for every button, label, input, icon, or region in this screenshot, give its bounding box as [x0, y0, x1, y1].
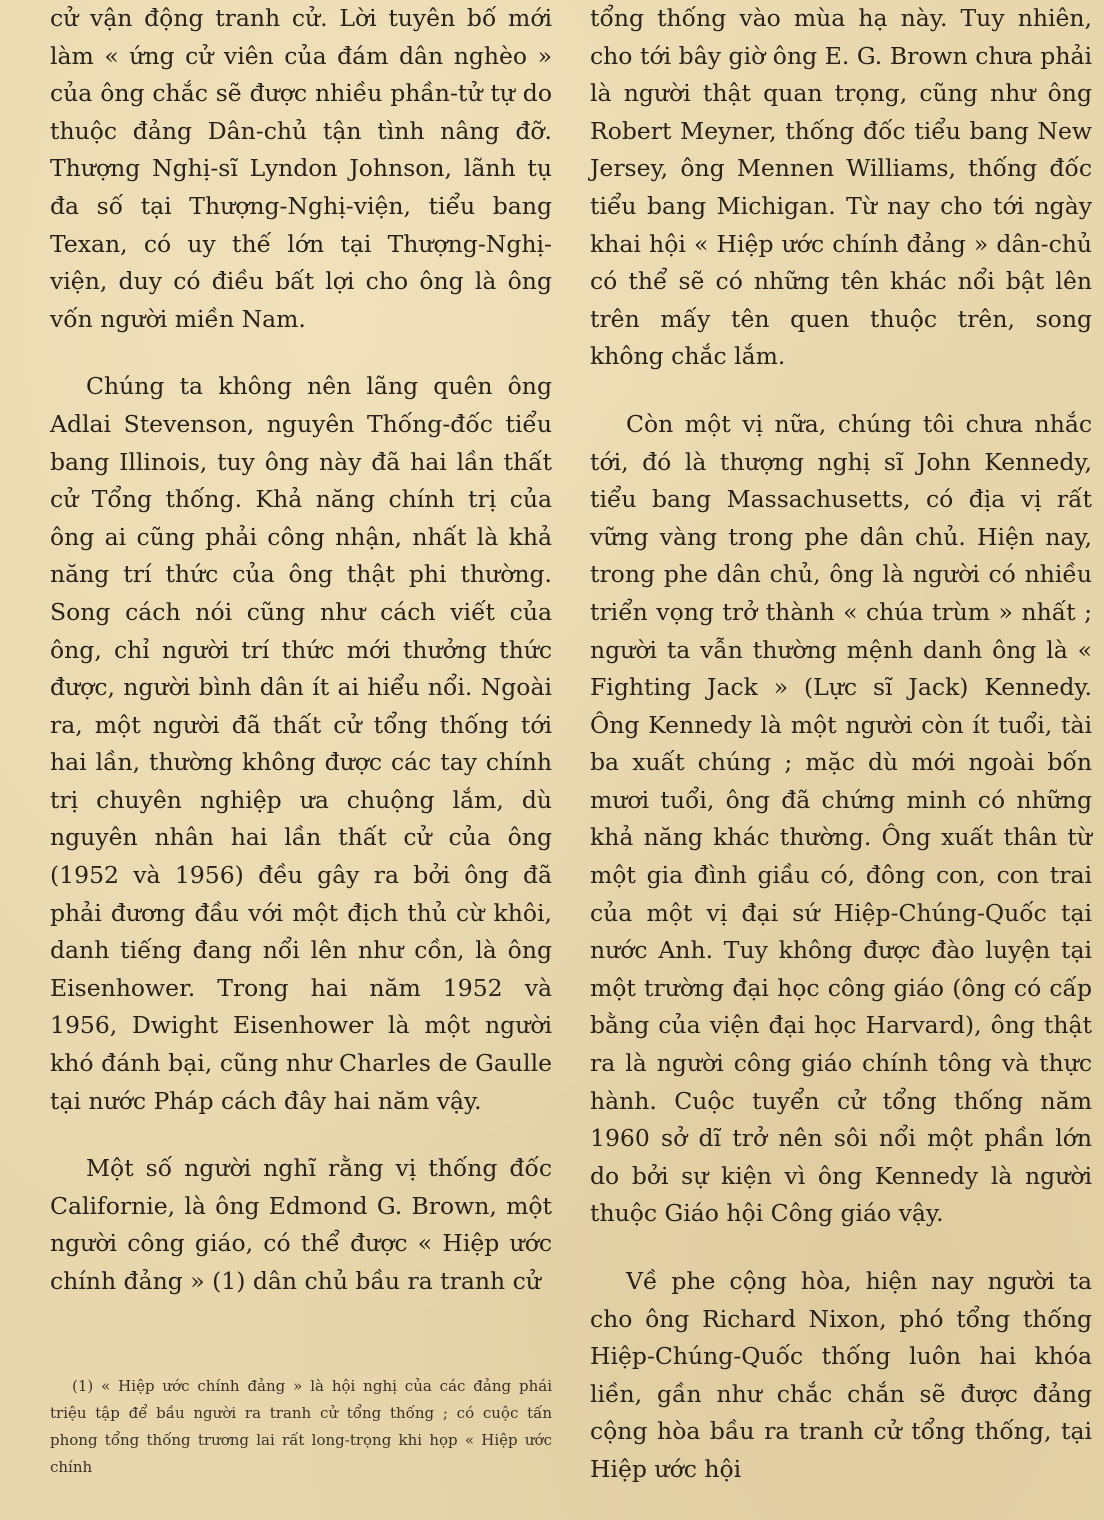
- paragraph-stevenson: Chúng ta không nên lãng quên ông Adlai Stevenson, nguyên Thống-đốc tiểu bang Illinois, tuy ông này đã hai lần thất cử Tổng thống. Khả năng chính trị của ông ai cũng phải công nhận, nhất là khả năng trí thức của ông thật phi thường. Song cách nói cũng như cách viết của ông, chỉ người trí thức mới thưởng thức được, người bình dân ít ai hiểu nổi. Ngoài ra, một người đã thất cử tổng thống tới hai lần, thường không được các tay chính trị chuyên nghiệp ưa chuộng lắm, dù nguyên nhân hai lần thất cử của ông (1952 và 1956) đều gây ra bởi ông đã phải đương đầu với một địch thủ cừ khôi, danh tiếng đang nổi lên như cồn, là ông Eisenhower. Trong hai năm 1952 và 1956, Dwight Eisenhower là một người khó đánh bại, cũng như Charles de Gaulle tại nước Pháp cách đây hai năm vậy.: [50, 372, 552, 1115]
- paragraph-brown: Một số người nghĩ rằng vị thống đốc Californie, là ông Edmond G. Brown, một người công giáo, có thể được « Hiệp ước chính đảng » (1) dân chủ bầu ra tranh cử: [50, 1154, 552, 1295]
- left-column: [50, 0, 552, 1481]
- footnote: (1) « Hiệp ước chính đảng » là hội nghị của các đảng phái triệu tập để bầu người ra tranh cử tổng thống ; có cuộc tấn phong tổng thống trương lai rất long-trọng khi họp « Hiệp ước chính: [50, 1376, 552, 1476]
- paragraph-nixon: Về phe cộng hòa, hiện nay người ta cho ông Richard Nixon, phó tổng thống Hiệp-Chúng-Quốc thống luôn hai khóa liền, gần như chắc chắn sẽ được đảng cộng hòa bầu ra tranh cử tổng thống, tại Hiệp ước hội: [590, 1267, 1092, 1483]
- paragraph-continuation-right: tổng thống vào mùa hạ này. Tuy nhiên, cho tới bây giờ ông E. G. Brown chưa phải là người thật quan trọng, cũng như ông Robert Meyner, thống đốc tiểu bang New Jersey, ông Mennen Williams, thống đốc tiểu bang Michigan. Từ nay cho tới ngày khai hội « Hiệp ước chính đảng » dân-chủ có thể sẽ có những tên khác nổi bật lên trên mấy tên quen thuộc trên, song không chắc lắm.: [590, 4, 1092, 371]
- paragraph-continuation: cử vận động tranh cử. Lời tuyên bố mới làm « ứng cử viên của đám dân nghèo » của ông chắc sẽ được nhiều phần-tử tự do thuộc đảng Dân-chủ tận tình nâng đỡ. Thượng Nghị-sĩ Lyndon Johnson, lãnh tụ đa số tại Thượng-Nghị-viện, tiểu bang Texan, có uy thế lớn tại Thượng-Nghị-viện, duy có điều bất lợi cho ông là ông vốn người miền Nam.: [50, 4, 552, 333]
- right-column: [590, 0, 1092, 1489]
- paragraph-kennedy: Còn một vị nữa, chúng tôi chưa nhắc tới, đó là thượng nghị sĩ John Kennedy, tiểu bang Massachusetts, có địa vị rất vững vàng trong phe dân chủ. Hiện nay, trong phe dân chủ, ông là người có nhiều triển vọng trở thành « chúa trùm » nhất ; người ta vẫn thường mệnh danh ông là « Fighting Jack » (Lực sĩ Jack) Kennedy. Ông Kennedy là một người còn ít tuổi, tài ba xuất chúng ; mặc dù mới ngoài bốn mươi tuổi, ông đã chứng minh có những khả năng khác thường. Ông xuất thân từ một gia đình giầu có, đông con, con trai của một vị đại sứ Hiệp-Chúng-Quốc tại nước Anh. Tuy không được đào luyện tại một trường đại học công giáo (ông có cấp bằng của viện đại học Harvard), ông thật ra là người công giáo chính tông và thực hành. Cuộc tuyển cử tổng thống năm 1960 sở dĩ trở nên sôi nổi một phần lớn do bởi sự kiện vì ông Kennedy là người thuộc Giáo hội Công giáo vậy.: [590, 409, 1092, 1228]
